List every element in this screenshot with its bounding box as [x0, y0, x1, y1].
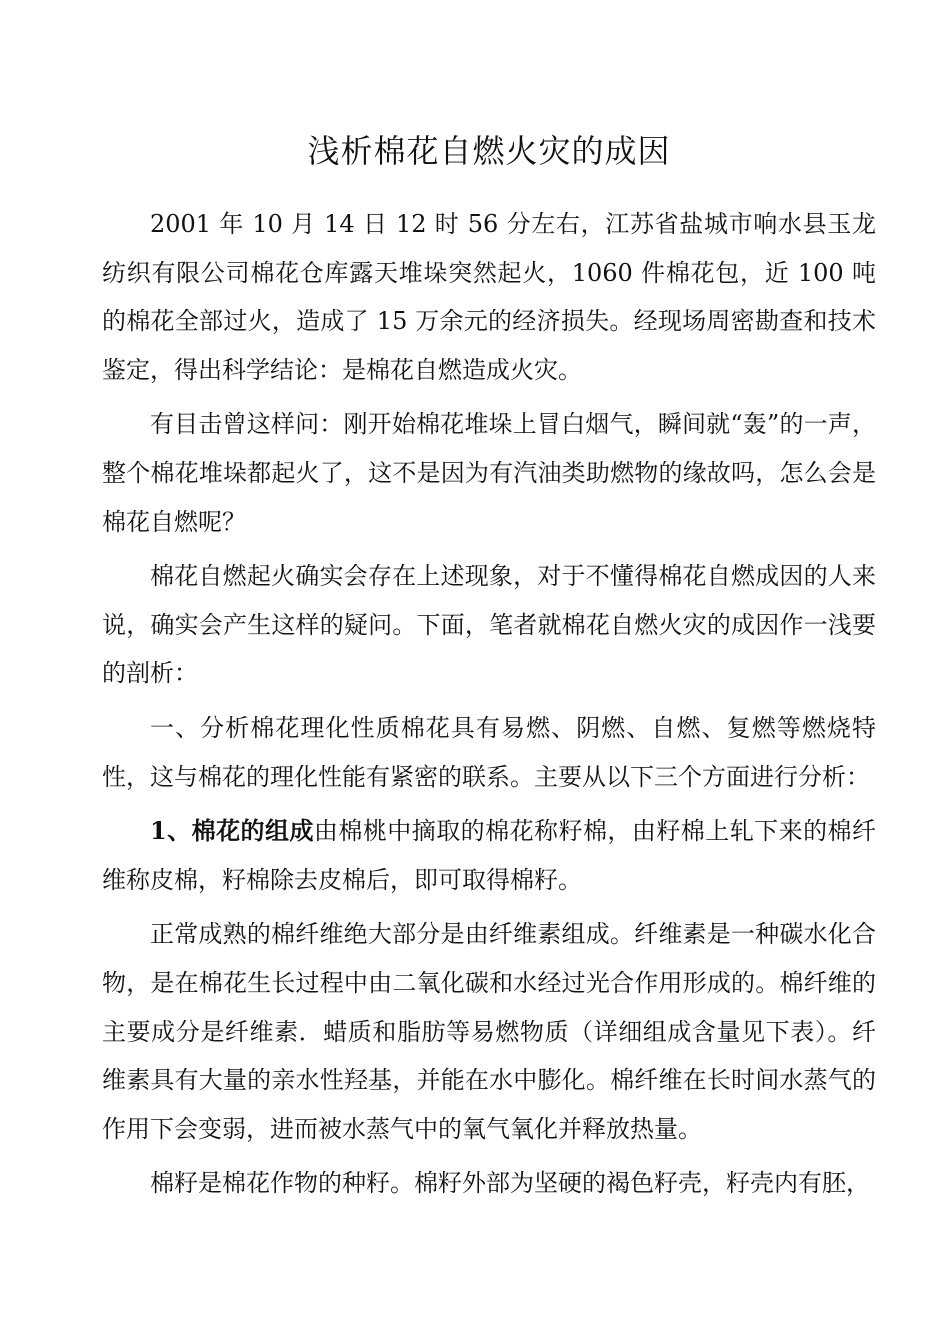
- paragraph-cotton-composition: [102, 807, 876, 904]
- paragraph-intro-analysis: 棉花自燃起火确实会存在上述现象，对于不懂得棉花自燃成因的人来说，确实会产生这样的疑问。下面，笔者就棉花自燃火灾的成因作一浅要的剖析：: [102, 562, 876, 688]
- paragraph-question: 有目击曾这样问：刚开始棉花堆垛上冒白烟气，瞬间就“轰”的一声，整个棉花堆垛都起火了，这不是因为有汽油类助燃物的缘故吗，怎么会是棉花自燃呢？: [102, 410, 876, 536]
- paragraph-cellulose: 正常成熟的棉纤维绝大部分是由纤维素组成。纤维素是一种碳水化合物，是在棉花生长过程中由二氧化碳和水经过光合作用形成的。棉纤维的主要成分是纤维素．蜡质和脂肪等易燃物质（详细组成含量见下表）。纤维素具有大量的亲水性羟基，并能在水中膨化。棉纤维在长时间水蒸气的作用下会变弱，进而被水蒸气中的氧气氧化并释放热量。: [102, 920, 876, 1143]
- paragraph-cottonseed: 棉籽是棉花作物的种籽。棉籽外部为坚硬的褐色籽壳，籽壳内有胚，: [150, 1169, 870, 1198]
- paragraph-incident: 2001 年 10 月 14 日 12 时 56 分左右，江苏省盐城市响水县玉龙纺织有限公司棉花仓库露天堆垛突然起火，1060 件棉花包，近 100 吨的棉花全部过火，造成了 15 万余元的经济损失。经现场周密勘查和技术鉴定，得出科学结论：是棉花自燃造成火灾。: [102, 210, 876, 384]
- subheading-cotton-composition: 1、棉花的组成: [150, 816, 314, 846]
- cotton-composition-text: 由棉桃中摘取的棉花称籽棉，由籽棉上轧下来的棉纤维称皮棉，籽棉除去皮棉后，即可取得棉籽。: [102, 817, 877, 894]
- document-title: 浅析棉花自燃火灾的成因: [307, 132, 671, 170]
- paragraph-section-one: 一、分析棉花理化性质棉花具有易燃、阴燃、自燃、复燃等燃烧特性，这与棉花的理化性能有紧密的联系。主要从以下三个方面进行分析：: [102, 713, 876, 791]
